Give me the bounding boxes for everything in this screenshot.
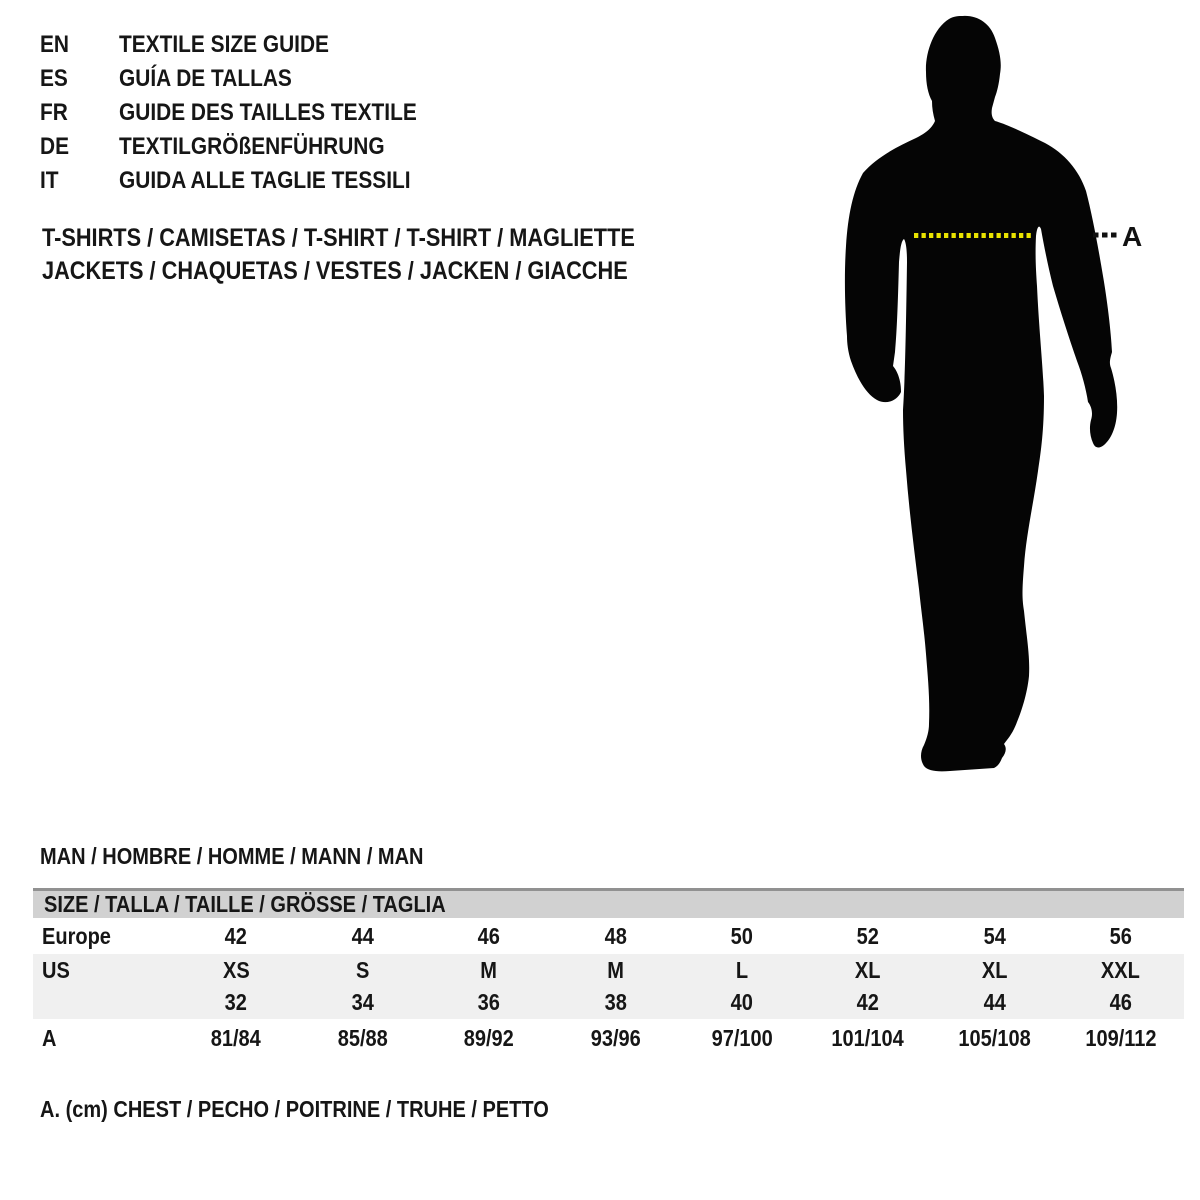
language-title: GUIDA ALLE TAGLIE TESSILI [119,167,411,194]
language-code: ES [40,65,68,92]
table-cell: L [735,956,748,983]
table-cell: 34 [351,989,374,1015]
category-line-jackets: JACKETS / CHAQUETAS / VESTES / JACKEN / GIACCHE [42,257,628,285]
table-cell: 93/96 [590,1024,641,1051]
language-title: TEXTILE SIZE GUIDE [119,31,329,58]
row-label: US [42,956,70,983]
table-cell: XL [855,956,881,983]
row-label: A [42,1024,57,1051]
table-row-a-chest [33,1019,1184,1057]
table-cell: 42 [856,989,880,1015]
language-row-en [40,28,461,62]
table-cell: 32 [225,989,248,1015]
table-cell: 56 [1109,922,1132,949]
table-header-label: SIZE / TALLA / TAILLE / GRÖSSE / TAGLIA [44,891,446,917]
table-cell: 38 [604,989,627,1015]
language-row-de [40,130,461,164]
table-cell: 109/112 [1085,1024,1157,1051]
table-cell: M [480,956,498,983]
table-cell: XL [981,956,1008,983]
table-cell: 97/100 [711,1024,773,1051]
table-row-us [33,954,1184,986]
table-header-bar [33,888,1184,918]
language-title-block [40,28,461,198]
language-row-es [40,62,461,96]
table-cell: M [606,956,624,983]
table-cell: 52 [856,922,880,949]
table-cell: 40 [730,989,753,1015]
language-code: FR [40,99,68,126]
language-code: IT [40,167,59,194]
language-code: DE [40,133,70,160]
section-title-man: MAN / HOMBRE / HOMME / MANN / MAN [40,843,424,869]
man-silhouette-figure [820,0,1200,800]
table-row-us-numeric [33,986,1184,1019]
language-title: GUÍA DE TALLAS [119,65,292,92]
table-cell: 50 [730,922,753,949]
table-cell: S [355,956,370,983]
table-cell: 36 [477,989,501,1015]
table-cell: XS [222,956,250,983]
table-cell: 44 [983,989,1006,1015]
table-cell: 105/108 [958,1024,1031,1051]
row-label: Europe [42,922,111,949]
table-cell: 81/84 [211,1024,262,1051]
category-lines [42,222,723,288]
table-cell: 46 [1109,989,1132,1015]
measurement-footnote: A. (cm) CHEST / PECHO / POITRINE / TRUHE / PETTO [40,1096,549,1122]
size-table [33,888,1184,1057]
table-cell: 48 [604,922,627,949]
table-cell: XXL [1101,956,1141,983]
language-code: EN [40,31,70,58]
man-silhouette [845,16,1117,771]
table-cell: 44 [351,922,374,949]
category-line-tshirts: T-SHIRTS / CAMISETAS / T-SHIRT / T-SHIRT / MAGLIETTE [42,224,635,252]
language-title: GUIDE DES TAILLES TEXTILE [119,99,417,126]
language-title: TEXTILGRÖßENFÜHRUNG [119,133,385,160]
table-cell: 89/92 [463,1024,514,1051]
table-cell: 101/104 [831,1024,905,1051]
table-cell: 54 [983,922,1006,949]
table-cell: 46 [477,922,501,949]
table-row-europe [33,918,1184,954]
table-cell: 42 [225,922,248,949]
language-row-fr [40,96,461,130]
measure-label-a: A [1122,221,1143,252]
table-cell: 85/88 [337,1024,388,1051]
language-row-it [40,164,461,198]
